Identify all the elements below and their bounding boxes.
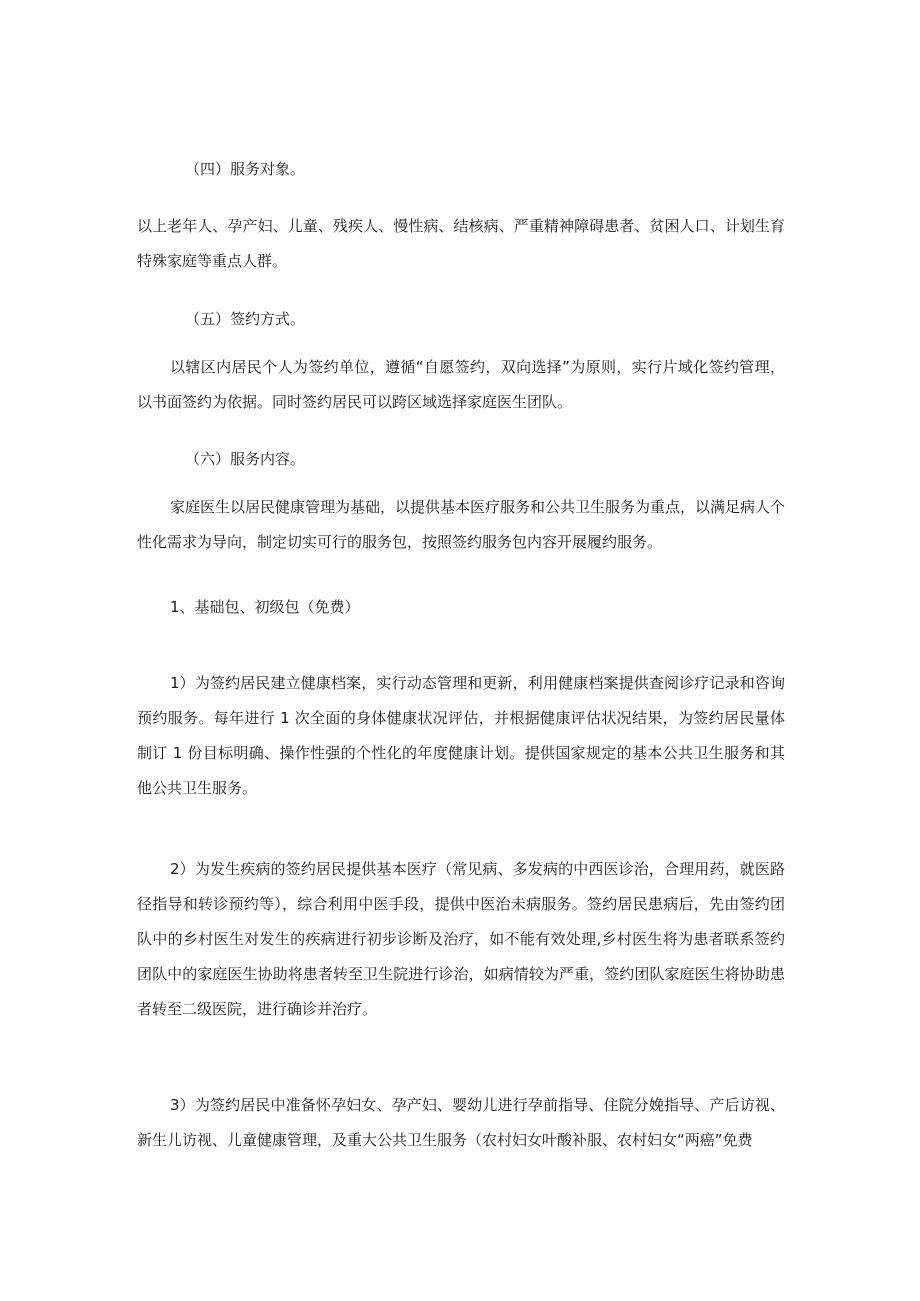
package-1-heading: 1、基础包、初级包（免费）	[170, 598, 360, 616]
section-4-heading: （四）服务对象。	[185, 160, 306, 178]
package-1-item-3: 3）为签约居民中准备怀孕妇女、孕产妇、婴幼儿进行孕前指导、住院分娩指导、产后访视、新生儿访视、儿童健康管理，及重大公共卫生服务（农村妇女叶酸补服、农村妇女“两癌”免费	[137, 1096, 785, 1149]
section-5-heading: （五）签约方式。	[185, 310, 306, 328]
section-6-heading: （六）服务内容。	[185, 450, 306, 468]
section-6-body: 家庭医生以居民健康管理为基础，以提供基本医疗服务和公共卫生服务为重点，以满足病人个性化需求为导向，制定切实可行的服务包，按照签约服务包内容开展履约服务。	[137, 498, 786, 551]
section-5-body: 以辖区内居民个人为签约单位，遵循“自愿签约，双向选择”为原则，实行片域化签约管理，以书面签约为依据。同时签约居民可以跨区域选择家庭医生团队。	[137, 358, 785, 411]
package-1-item-1: 1）为签约居民建立健康档案，实行动态管理和更新，利用健康档案提供查阅诊疗记录和咨询预约服务。每年进行 1 次全面的身体健康状况评估，并根据健康评估状况结果，为签约居民量体制订 1 份目标明确、操作性强的个性化的年度健康计划。提供国家规定的基本公共卫生服务和其他公共卫生服务。	[137, 674, 785, 797]
section-4-body: 以上老年人、孕产妇、儿童、残疾人、慢性病、结核病、严重精神障碍患者、贫困人口、计划生育特殊家庭等重点人群。	[137, 217, 785, 270]
package-1-item-2: 2）为发生疾病的签约居民提供基本医疗（常见病、多发病的中西医诊治，合理用药，就医路径指导和转诊预约等），综合利用中医手段，提供中医治未病服务。签约居民患病后，先由签约团队中的乡村医生对发生的疾病进行初步诊断及治疗，如不能有效处理,乡村医生将为患者联系签约团队中的家庭医生协助将患者转至卫生院进行诊治，如病情较为严重，签约团队家庭医生将协助患者转至二级医院，进行确诊并治疗。	[137, 860, 785, 1018]
